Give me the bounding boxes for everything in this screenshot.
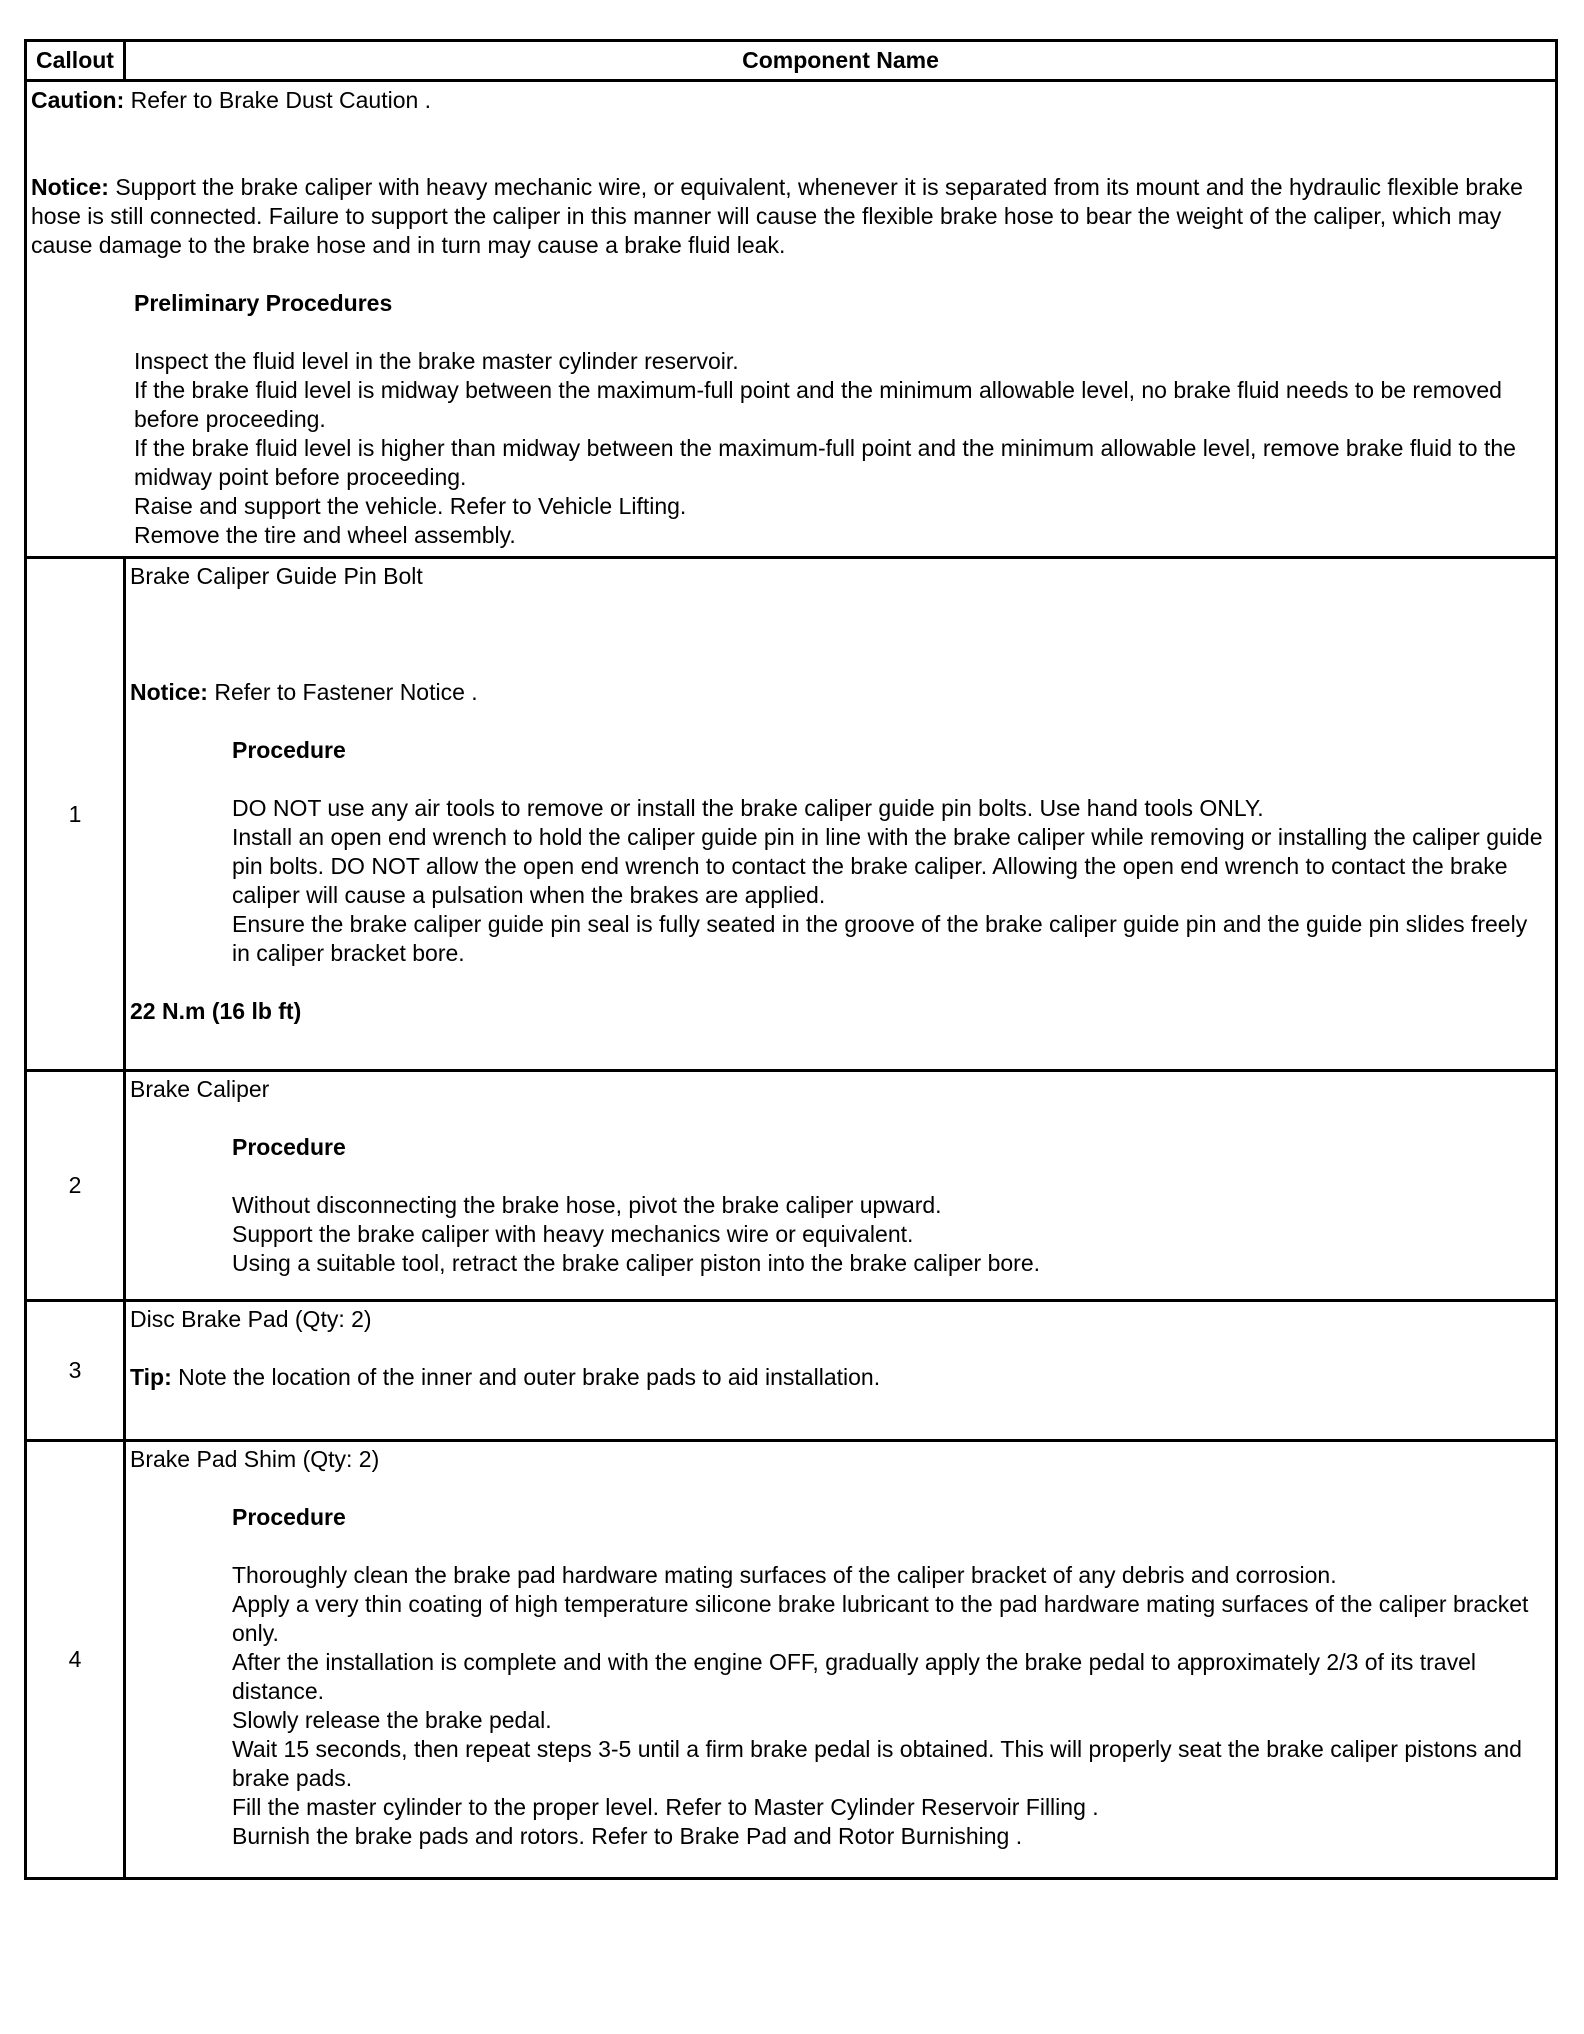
prelim-step: Raise and support the vehicle. Refer to Vehicle Lifting. [134,493,687,519]
tip-line [130,1363,1551,1392]
preliminary-procedures-title: Preliminary Procedures [134,290,393,316]
procedure-step: Without disconnecting the brake hose, pivot the brake caliper upward. [232,1192,942,1218]
item-content [126,559,1555,1069]
item-content [126,1442,1555,1877]
procedure-title: Procedure [232,737,346,763]
torque-spec: 22 N.m (16 lb ft) [130,998,302,1024]
notice-text: Refer to Fastener Notice . [207,679,478,705]
item-content [126,1072,1555,1299]
tip-label: Tip: [130,1364,172,1390]
tip-text: Note the location of the inner and outer brake pads to aid installation. [171,1364,881,1390]
notice-label: Notice: [31,174,109,200]
procedure-step: Wait 15 seconds, then repeat steps 3-5 until a firm brake pedal is obtained. This will properly seat the brake caliper pistons and brake pads. [232,1736,1522,1791]
procedure-step: Fill the master cylinder to the proper level. Refer to Master Cylinder Reservoir Filling . [232,1794,1099,1820]
component-name: Brake Caliper [130,1076,270,1102]
prelim-step: If the brake fluid level is midway between the maximum-full point and the minimum allowable level, no brake fluid needs to be removed before proceeding. [134,377,1502,432]
prelim-step: If the brake fluid level is higher than midway between the maximum-full point and the minimum allowable level, remove brake fluid to the midway point before proceeding. [134,435,1516,490]
component-name: Brake Pad Shim (Qty: 2) [130,1446,380,1472]
notice-label: Notice: [130,679,208,705]
procedure-step: After the installation is complete and with the engine OFF, gradually apply the brake pedal to approximately 2/3 of its travel distance. [232,1649,1476,1704]
component-name: Brake Caliper Guide Pin Bolt [130,563,423,589]
intro-cell [27,82,1555,556]
prelim-step: Inspect the fluid level in the brake master cylinder reservoir. [134,348,739,374]
callout-header: Callout [27,42,126,79]
procedure-step: DO NOT use any air tools to remove or install the brake caliper guide pin bolts. Use hand tools ONLY. [232,795,1264,821]
procedure-step: Support the brake caliper with heavy mechanics wire or equivalent. [232,1221,914,1247]
procedure-step: Apply a very thin coating of high temperature silicone brake lubricant to the pad hardware mating surfaces of the caliper bracket only. [232,1591,1529,1646]
procedure-step: Using a suitable tool, retract the brake caliper piston into the brake caliper bore. [232,1250,1040,1276]
notice-line [130,678,1551,707]
item-row-1 [27,556,1555,1069]
component-name-header: Component Name [742,47,939,73]
procedure-step: Install an open end wrench to hold the caliper guide pin in line with the brake caliper while removing or installing the caliper guide pin bolts. DO NOT allow the open end wrench to contact the brake caliper. Allowing the open end wrench to contact the brake caliper will cause a pulsation when the brakes are applied. [232,824,1543,908]
component-name: Disc Brake Pad (Qty: 2) [130,1306,372,1332]
procedure-step: Burnish the brake pads and rotors. Refer to Brake Pad and Rotor Burnishing . [232,1823,1023,1849]
caution-line [31,86,1551,115]
notice-line [31,173,1551,260]
procedure-title: Procedure [232,1134,346,1160]
callout-number: 2 [27,1072,126,1299]
callout-number: 3 [27,1302,126,1439]
procedure-step: Slowly release the brake pedal. [232,1707,552,1733]
callout-number: 1 [27,559,126,1069]
item-row-3 [27,1299,1555,1439]
prelim-step: Remove the tire and wheel assembly. [134,522,516,548]
notice-text: Support the brake caliper with heavy mechanic wire, or equivalent, whenever it is separated from its mount and the hydraulic flexible brake hose is still connected. Failure to support the caliper in this manner will cause the flexible brake hose to bear the weight of the caliper, which may cause damage to the brake hose and in turn may cause a brake fluid leak. [31,174,1523,258]
item-row-4 [27,1439,1555,1877]
intro-row [27,79,1555,556]
callout-number: 4 [27,1442,126,1877]
procedure-step: Ensure the brake caliper guide pin seal is fully seated in the groove of the brake caliper guide pin and the guide pin slides freely in caliper bracket bore. [232,911,1528,966]
item-content [126,1302,1555,1439]
caution-label: Caution: [31,87,125,113]
procedure-table [24,39,1558,1880]
caution-text: Refer to Brake Dust Caution . [124,87,432,113]
procedure-title: Procedure [232,1504,346,1530]
item-row-2 [27,1069,1555,1299]
procedure-step: Thoroughly clean the brake pad hardware mating surfaces of the caliper bracket of any debris and corrosion. [232,1562,1337,1588]
table-header [27,42,1555,79]
